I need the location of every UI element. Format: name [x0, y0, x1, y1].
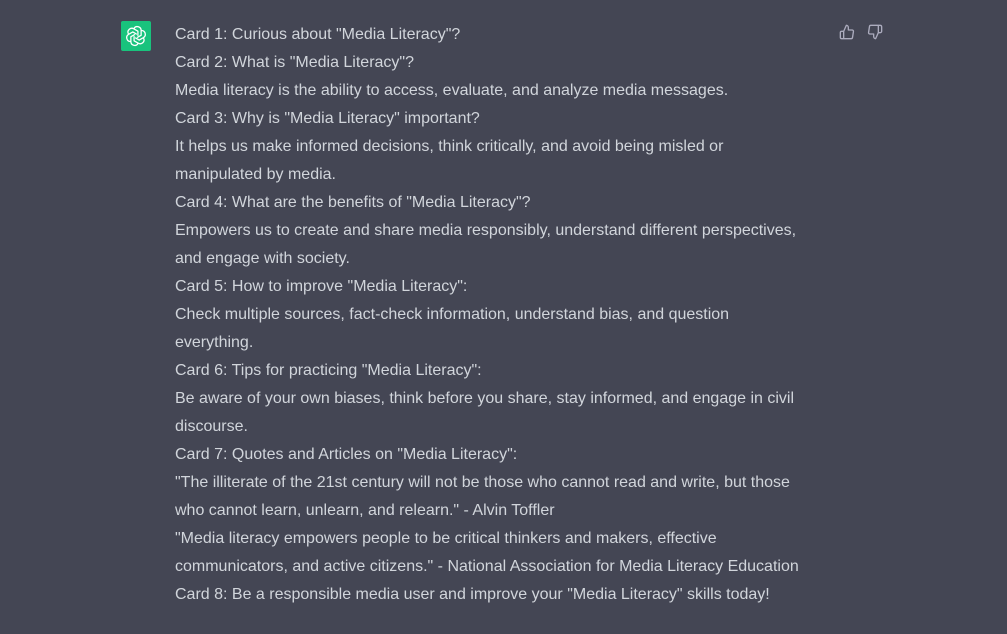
message-line: communicators, and active citizens." - National Association for Media Literacy Education: [175, 558, 799, 575]
message-line: "The illiterate of the 21st century will not be those who cannot read and write, but those: [175, 474, 790, 491]
assistant-avatar: [121, 21, 151, 51]
message-line: It helps us make informed decisions, think critically, and avoid being misled or: [175, 138, 724, 155]
message-line: Card 6: Tips for practicing "Media Literacy":: [175, 362, 482, 379]
message-line: Card 1: Curious about "Media Literacy"?: [175, 26, 461, 43]
message-line: Card 2: What is "Media Literacy"?: [175, 54, 415, 71]
thumbs-down-icon: [867, 24, 883, 40]
message-line: Empowers us to create and share media responsibly, understand different perspectives,: [175, 222, 797, 239]
message-line: Card 8: Be a responsible media user and improve your "Media Literacy" skills today!: [175, 586, 770, 603]
thumbs-up-icon: [839, 24, 855, 40]
message-line: Card 7: Quotes and Articles on "Media Literacy":: [175, 446, 518, 463]
message-line: Check multiple sources, fact-check information, understand bias, and question: [175, 306, 730, 323]
message-line: Be aware of your own biases, think before you share, stay informed, and engage in civil: [175, 390, 795, 407]
message-line: discourse.: [175, 418, 248, 435]
message-line: Card 4: What are the benefits of "Media Literacy"?: [175, 194, 531, 211]
thumbs-down-button[interactable]: [866, 22, 884, 42]
openai-logo-icon: [125, 25, 147, 47]
message-line: manipulated by media.: [175, 166, 336, 183]
message-line: "Media literacy empowers people to be critical thinkers and makers, effective: [175, 530, 717, 547]
assistant-message: [175, 21, 835, 609]
message-line: Card 5: How to improve "Media Literacy":: [175, 278, 468, 295]
message-line: everything.: [175, 334, 254, 351]
message-line: who cannot learn, unlearn, and relearn." - Alvin Toffler: [175, 502, 555, 519]
message-line: Card 3: Why is "Media Literacy" important?: [175, 110, 480, 127]
thumbs-up-button[interactable]: [838, 22, 856, 42]
message-line: Media literacy is the ability to access, evaluate, and analyze media messages.: [175, 82, 729, 99]
message-line: and engage with society.: [175, 250, 350, 267]
feedback-buttons: [838, 22, 884, 42]
